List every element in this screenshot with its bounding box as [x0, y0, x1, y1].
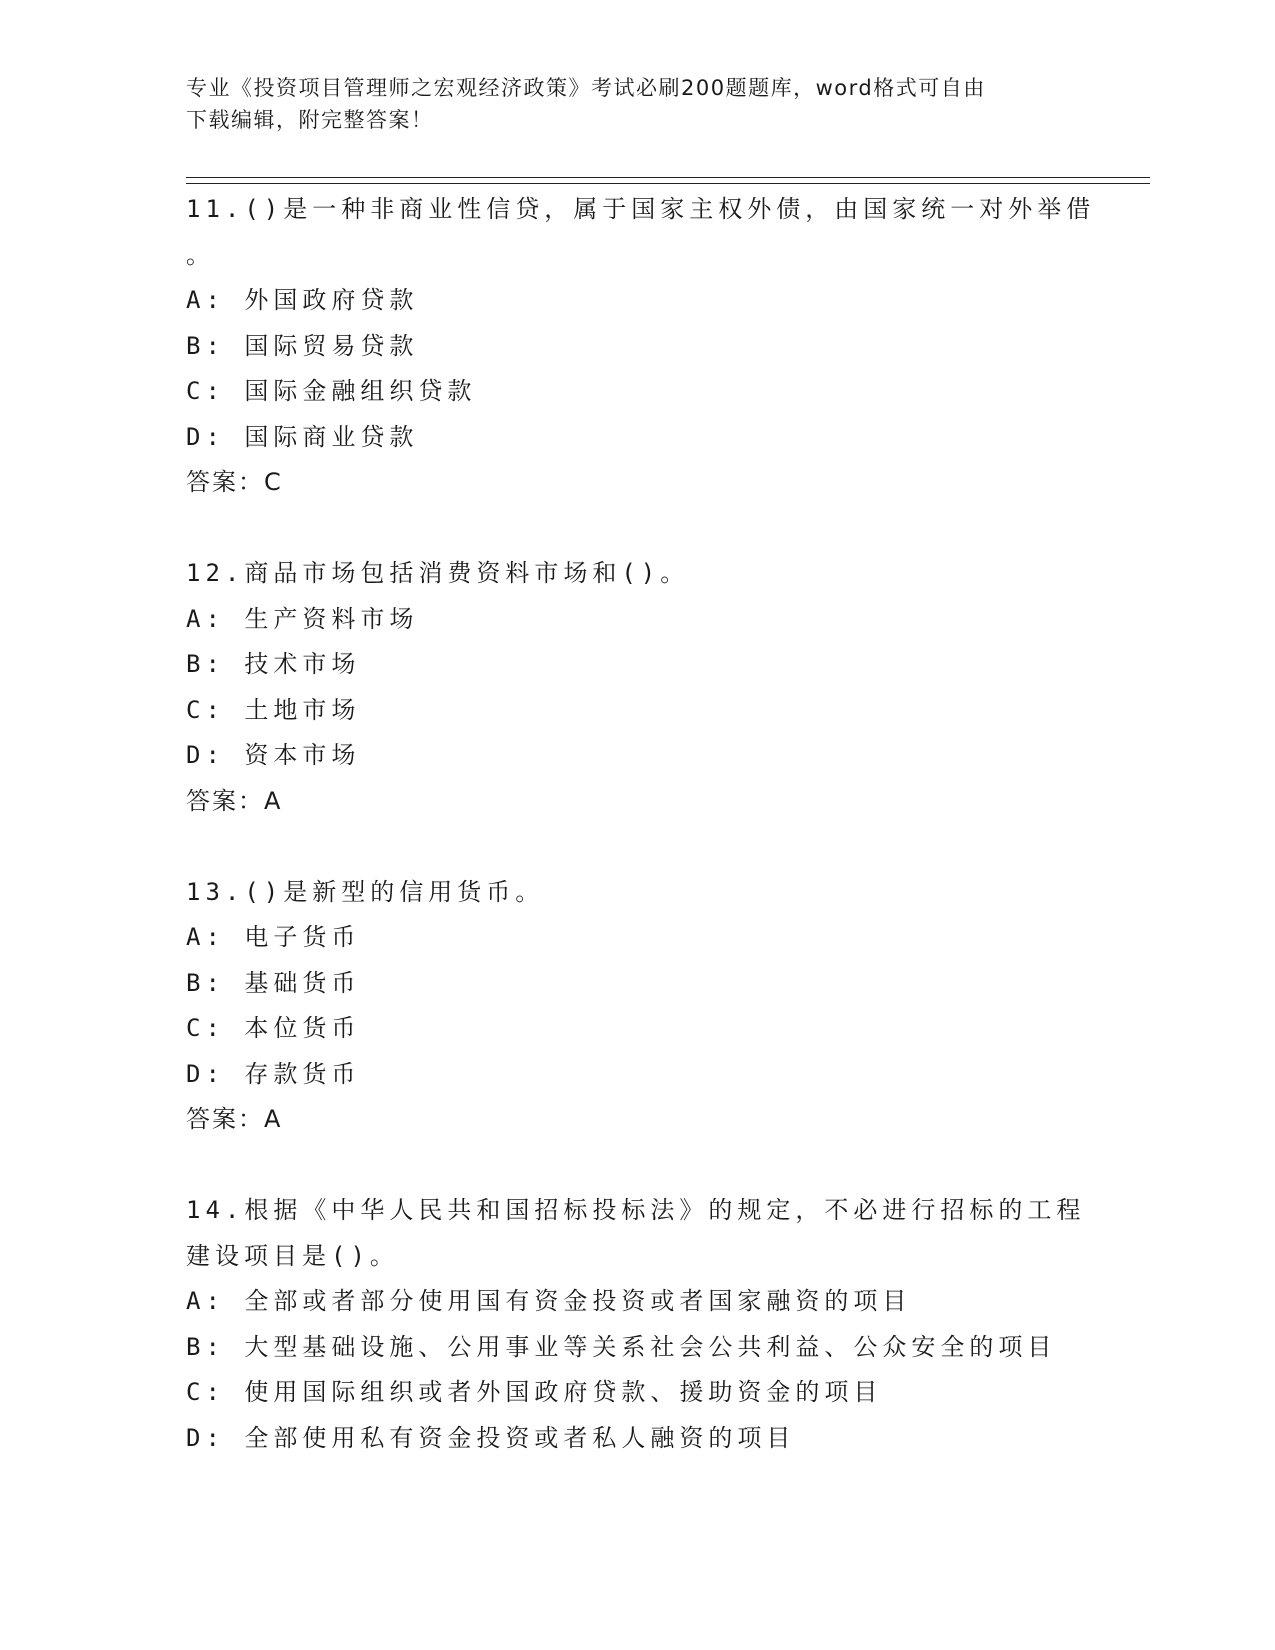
- spacer: [186, 824, 1086, 870]
- option-d: D: 资本市场: [186, 741, 361, 769]
- option-a: A: 生产资料市场: [186, 604, 419, 633]
- question-14: [186, 1188, 1086, 1461]
- option-d: D: 存款货币: [186, 1059, 361, 1088]
- question-stem: 11.()是一种非商业性信贷，属于国家主权外债，由国家统一对外举借: [186, 195, 1096, 223]
- header-line-2: 下载编辑，附完整答案！: [186, 108, 434, 132]
- header-line-1: 专业《投资项目管理师之宏观经济政策》考试必刷200题题库，word格式可自由: [186, 76, 986, 100]
- option-c: C: 国际金融组织贷款: [186, 377, 477, 405]
- option-b: B: 基础货币: [186, 968, 361, 997]
- option-a: A: 电子货币: [186, 923, 361, 951]
- option-b: B: 国际贸易贷款: [186, 331, 419, 360]
- question-stem: 13.()是新型的信用货币。: [186, 877, 545, 906]
- option-a: A: 外国政府贷款: [186, 286, 419, 314]
- question-11: [186, 187, 1096, 506]
- question-list: [186, 187, 1096, 1461]
- option-c: C: 使用国际组织或者外国政府贷款、援助资金的项目: [186, 1378, 883, 1406]
- option-d: D: 国际商业贷款: [186, 422, 419, 451]
- question-stem: 12.商品市场包括消费资料市场和()。: [186, 559, 690, 587]
- spacer: [186, 506, 1086, 552]
- option-c: C: 本位货币: [186, 1014, 361, 1042]
- question-stem: 建设项目是()。: [186, 1241, 399, 1270]
- question-13: [186, 870, 1086, 1143]
- header-rule-top: [186, 177, 1150, 178]
- spacer: [186, 1143, 1086, 1189]
- answer-line: 答案：A: [186, 786, 283, 815]
- option-a: A: 全部或者部分使用国有资金投资或者国家融资的项目: [186, 1287, 912, 1315]
- header-rule-bottom: [186, 183, 1150, 184]
- option-b: B: 技术市场: [186, 650, 361, 678]
- option-b: B: 大型基础设施、公用事业等关系社会公共利益、公众安全的项目: [186, 1332, 1057, 1361]
- question-stem: 14.根据《中华人民共和国招标投标法》的规定，不必进行招标的工程: [186, 1196, 1086, 1224]
- option-c: C: 土地市场: [186, 695, 361, 724]
- question-stem: 。: [186, 240, 215, 269]
- document-header: [186, 72, 1066, 136]
- answer-line: 答案：C: [186, 468, 283, 496]
- option-d: D: 全部使用私有资金投资或者私人融资的项目: [186, 1423, 796, 1452]
- answer-line: 答案：A: [186, 1105, 283, 1133]
- question-12: [186, 551, 1086, 824]
